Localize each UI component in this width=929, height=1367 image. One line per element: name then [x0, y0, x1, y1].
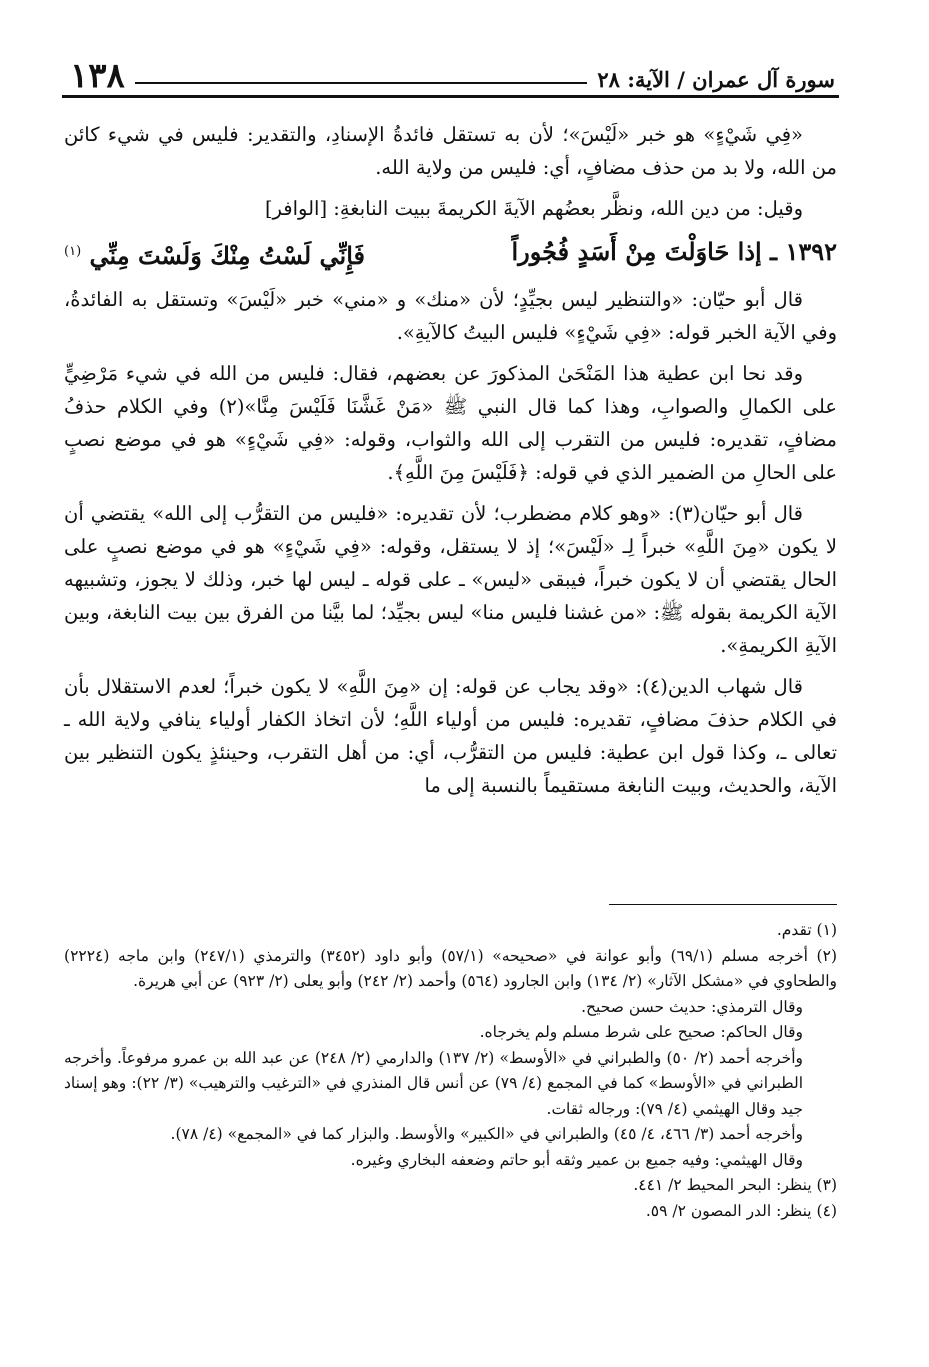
footnote-continuation: وأخرجه أحمد (٢/ ٥٠) والطبراني في «الأوسط» (٢/ ١٣٧) والدارمي (٢/ ٢٤٨) عن عبد الله بن عمرو مرفوعاً. وأخرجه الطبراني في «الأوسط» كما في المجمع (٤/ ٧٩) عن أنس قال المنذري في «الترغيب والترهيب» (٣/ ٢٢): وهو إسناد جيد وقال الهيثمي (٤/ ٧٩): ورجاله ثقات. — [64, 1048, 804, 1118]
page-number: ١٣٨ — [70, 56, 125, 96]
paragraph: قال أبو حيّان: «والتنظير ليس بجيِّدٍ؛ لأن «منك» و «مني» خبر «لَيْسَ» وتستقل به الفائدةُ، وفي الآية الخبر قوله: «فِي شَيْءٍ» فليس البيتُ كالآيةِ». — [64, 288, 837, 344]
hemistich-2: فَإِنِّي لَسْتُ مِنْكَ وَلَسْتَ مِنِّي — [89, 241, 365, 270]
running-title: سورة آل عمران / الآية: ٢٨ — [597, 67, 835, 92]
footnote-continuation: وقال الهيثمي: وفيه جميع بن عمير وثقه أبو حاتم وضعفه البخاري وغيره. — [350, 1150, 803, 1169]
header-divider — [62, 95, 839, 98]
hemistich-1: إذا حَاوَلْتَ مِنْ أَسَدٍ فُجُوراً — [511, 237, 762, 266]
main-text — [64, 118, 837, 810]
footnotes — [64, 918, 837, 1224]
poem-first-half — [512, 233, 838, 275]
poem-second-half — [64, 233, 365, 275]
footnote-continuation: وأخرجه أحمد (٣/ ٤٦٦، ٤/ ٤٥) والطبراني في «الكبير» والأوسط. والبزار كما في «المجمع» (٤/ ٧٨). — [170, 1125, 803, 1143]
paragraph: قال أبو حيّان(٣): «وهو كلام مضطرب؛ لأن تقديره: «فليس من التقرُّب إلى الله» يقتضي أن لا يكون «مِنَ اللَّهِ» خبراً لِـ «لَيْسَ»؛ إذ لا يستقل، وقوله: «فِي شَيْءٍ» هو في موضع نصبٍ على الحال يقتضي أن لا يكون خبراً، فيبقى «ليس» ـ على قوله ـ ليس لها خبر، وذلك لا يجوز، وتشبيهه الآية الكريمة بقوله ﷺ: «من غشنا فليس منا» ليس بجيِّد؛ لما بيَّنا من الفرق بين بيت النابغة، وبين الآيةِ الكريمةِ». — [64, 502, 837, 657]
footnote: (٢) أخرجه مسلم (٦٩/١) وأبو عوانة في «صحيحه» (٥٧/١) وأبو داود (٣٤٥٢) والترمذي (٢٤٧/١) وابن ماجه (٢٢٢٤) والطحاوي في «مشكل الآثار» (٢/ ١٣٤) وابن الجارود (٥٦٤) وأحمد (٢/ ٢٤٢) وأبو يعلى (٢/ ٩٢٣) عن أبي هريرة. — [64, 946, 837, 990]
poem-verse — [64, 233, 837, 275]
footnote: (١) تقدم. — [776, 921, 837, 939]
footnote-ref: (١) — [64, 244, 82, 259]
footnote-continuation: وقال الترمذي: حديث حسن صحيح. — [581, 997, 803, 1016]
verse-number: ١٣٩٢ ـ — [770, 237, 837, 266]
footnote: (٣) ينظر: البحر المحيط ٢/ ٤٤١. — [633, 1176, 837, 1194]
footnote-continuation: وقال الحاكم: صحيح على شرط مسلم ولم يخرجاه. — [479, 1023, 803, 1041]
paragraph: وقيل: من دين الله، ونظَّر بعضُهم الآيةَ الكريمةَ ببيت النابغةِ: [الوافر] — [264, 197, 803, 220]
paragraph: قال شهاب الدين(٤): «وقد يجاب عن قوله: إن «مِنَ اللَّهِ» لا يكون خبراً؛ لعدم الاستقلال بأن في الكلام حذفَ مضافٍ، تقديره: فليس من أولياء اللَّهِ؛ لأن اتخاذ الكفار أولياء ينافي ولاية الله ـ تعالى ـ، وكذا قول ابن عطية: فليس من التقرُّب، أي: من أهل التقرب، وحينئذٍ يكون التنظير بين الآية، والحديث، وبيت النابغة مستقيماً بالنسبة إلى ما — [64, 675, 837, 797]
page-header — [62, 54, 839, 94]
paragraph: «فِي شَيْءٍ» هو خبر «لَيْسَ»؛ لأن به تستقل فائدةُ الإسنادِ، والتقدير: فليس في شيء كائن من الله، ولا بد من حذف مضافٍ، أي: فليس من ولاية الله. — [64, 123, 837, 179]
paragraph: وقد نحا ابن عطية هذا المَنْحَىٰ المذكورَ عن بعضهم، فقال: فليس من الله في شيء مَرْضِيٍّ على الكمالِ والصوابِ، وهذا كما قال النبي ﷺ «مَنْ غَشَّنَا فَلَيْسَ مِنَّا»(٢) وفي الكلام حذفُ مضافٍ، تقديره: فليس من التقرب إلى الله والثواب، وقوله: «فِي شَيْءٍ» هو في موضع نصبٍ على الحالِ من الضمير الذي في قوله: ﴿فَلَيْسَ مِنَ اللَّهِ﴾. — [64, 362, 837, 484]
footnote-divider — [609, 904, 837, 905]
header-rule — [135, 82, 588, 84]
footnote: (٤) ينظر: الدر المصون ٢/ ٥٩. — [645, 1201, 837, 1220]
